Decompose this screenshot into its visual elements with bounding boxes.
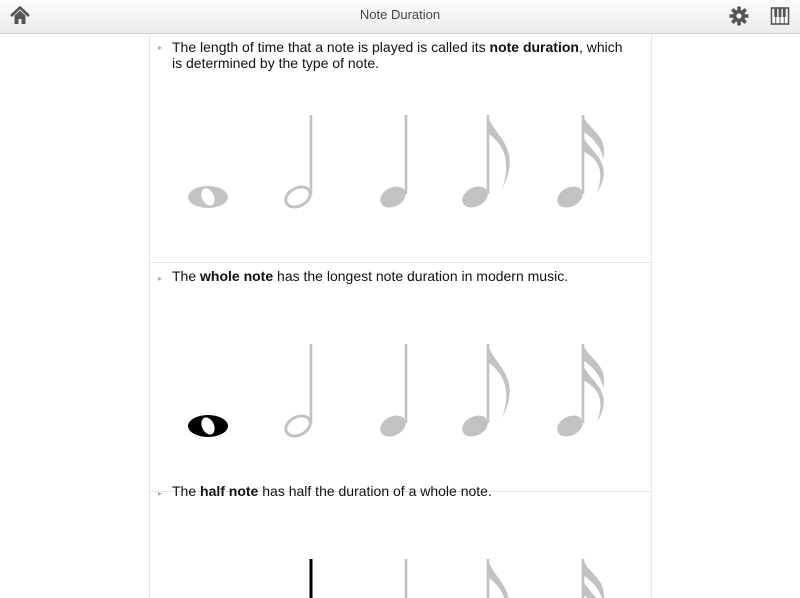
quarter-note: [377, 344, 410, 441]
note-row: [150, 478, 651, 598]
lesson-content[interactable]: [149, 34, 652, 598]
bullet-marker: ▸: [158, 274, 163, 283]
sixteenth-note: [554, 559, 604, 598]
card-text: The half note has half the duration of a whole note.: [172, 483, 492, 499]
settings-button[interactable]: [727, 4, 751, 28]
half-note: [282, 559, 313, 598]
lesson-card-whole-note: [150, 263, 651, 492]
sixteenth-note: [554, 115, 604, 212]
card-text: The length of time that a note is played is called its note duration, which is determined by the type of note.: [172, 39, 623, 71]
piano-button[interactable]: [768, 4, 792, 28]
eighth-note: [459, 559, 510, 598]
lesson-card-half-note: [150, 478, 651, 598]
half-note: [282, 115, 313, 211]
page-title: Note Duration: [359, 7, 441, 22]
eighth-note: [459, 115, 510, 212]
bullet-marker: ▸: [158, 43, 163, 52]
top-bar: [0, 0, 800, 34]
whole-note: [188, 186, 228, 208]
gear-icon: [727, 4, 751, 28]
whole-note: [188, 415, 228, 437]
eighth-note: [459, 344, 510, 441]
note-row: [150, 34, 651, 262]
sixteenth-note: [554, 344, 604, 441]
quarter-note: [377, 559, 410, 598]
note-row: [150, 263, 651, 491]
bullet-marker: ▸: [158, 489, 163, 498]
half-note: [282, 344, 313, 440]
quarter-note: [377, 115, 410, 212]
card-text: The whole note has the longest note duration in modern music.: [172, 268, 569, 284]
piano-keyboard-icon: [768, 4, 792, 28]
lesson-card-note-duration: [150, 34, 651, 263]
